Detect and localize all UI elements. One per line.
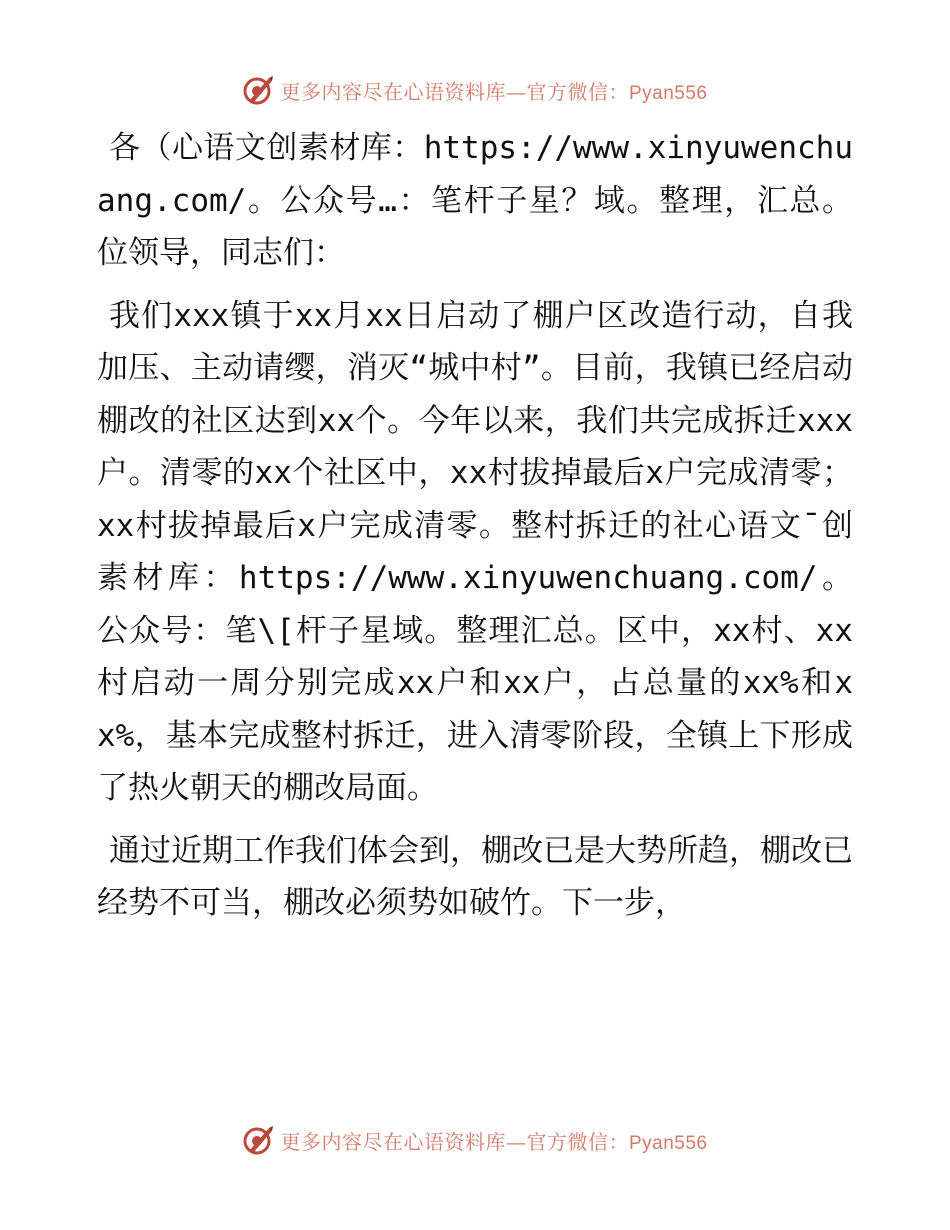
header-banner [0, 70, 950, 110]
banner-text [280, 1126, 707, 1155]
footer-banner [0, 1120, 950, 1160]
pen-logo-icon [242, 1124, 274, 1156]
banner-contact-label: 官方微信： [526, 1129, 629, 1154]
banner-contact-id: Pyan556 [628, 82, 708, 104]
banner-dash: — [505, 79, 527, 104]
banner-slogan: 更多内容尽在心语资料库 [280, 1129, 506, 1154]
banner-dash: — [505, 1129, 527, 1154]
paragraph-3: 通过近期工作我们体会到，棚改已是大势所趋，棚改已经势不可当，棚改必须势如破竹。下一步， [97, 832, 853, 921]
banner-text [280, 76, 707, 105]
banner-slogan: 更多内容尽在心语资料库 [280, 79, 506, 104]
document-body [97, 122, 853, 930]
pen-logo-icon [242, 74, 274, 106]
banner-contact-label: 官方微信： [526, 79, 629, 104]
banner-contact-id: Pyan556 [628, 1132, 708, 1154]
paragraph-1: 各（心语文创素材库：https://www.xinyuwenchuang.com/。公众号…：笔杆子星？域。整理，汇总。位领导，同志们： [97, 130, 853, 271]
paragraph-2: 我们xxx镇于xx月xx日启动了棚户区改造行动，自我加压、主动请缨，消灭“城中村”。目前，我镇已经启动棚改的社区达到xx个。今年以来，我们共完成拆迁xxx户。清零的xx个社区中，xx村拔掉最后x户完成清零；xx村拔掉最后x户完成清零。整村拆迁的社心语文¯创素材库：https://www.xinyuwenchuang.com/。公众号：笔\[杆子星域。整理汇总。区中，xx村、xx村启动一周分别完成xx户和xx户，占总量的xx%和xx%，基本完成整村拆迁，进入清零阶段，全镇上下形成了热火朝天的棚改局面。 [97, 297, 853, 806]
